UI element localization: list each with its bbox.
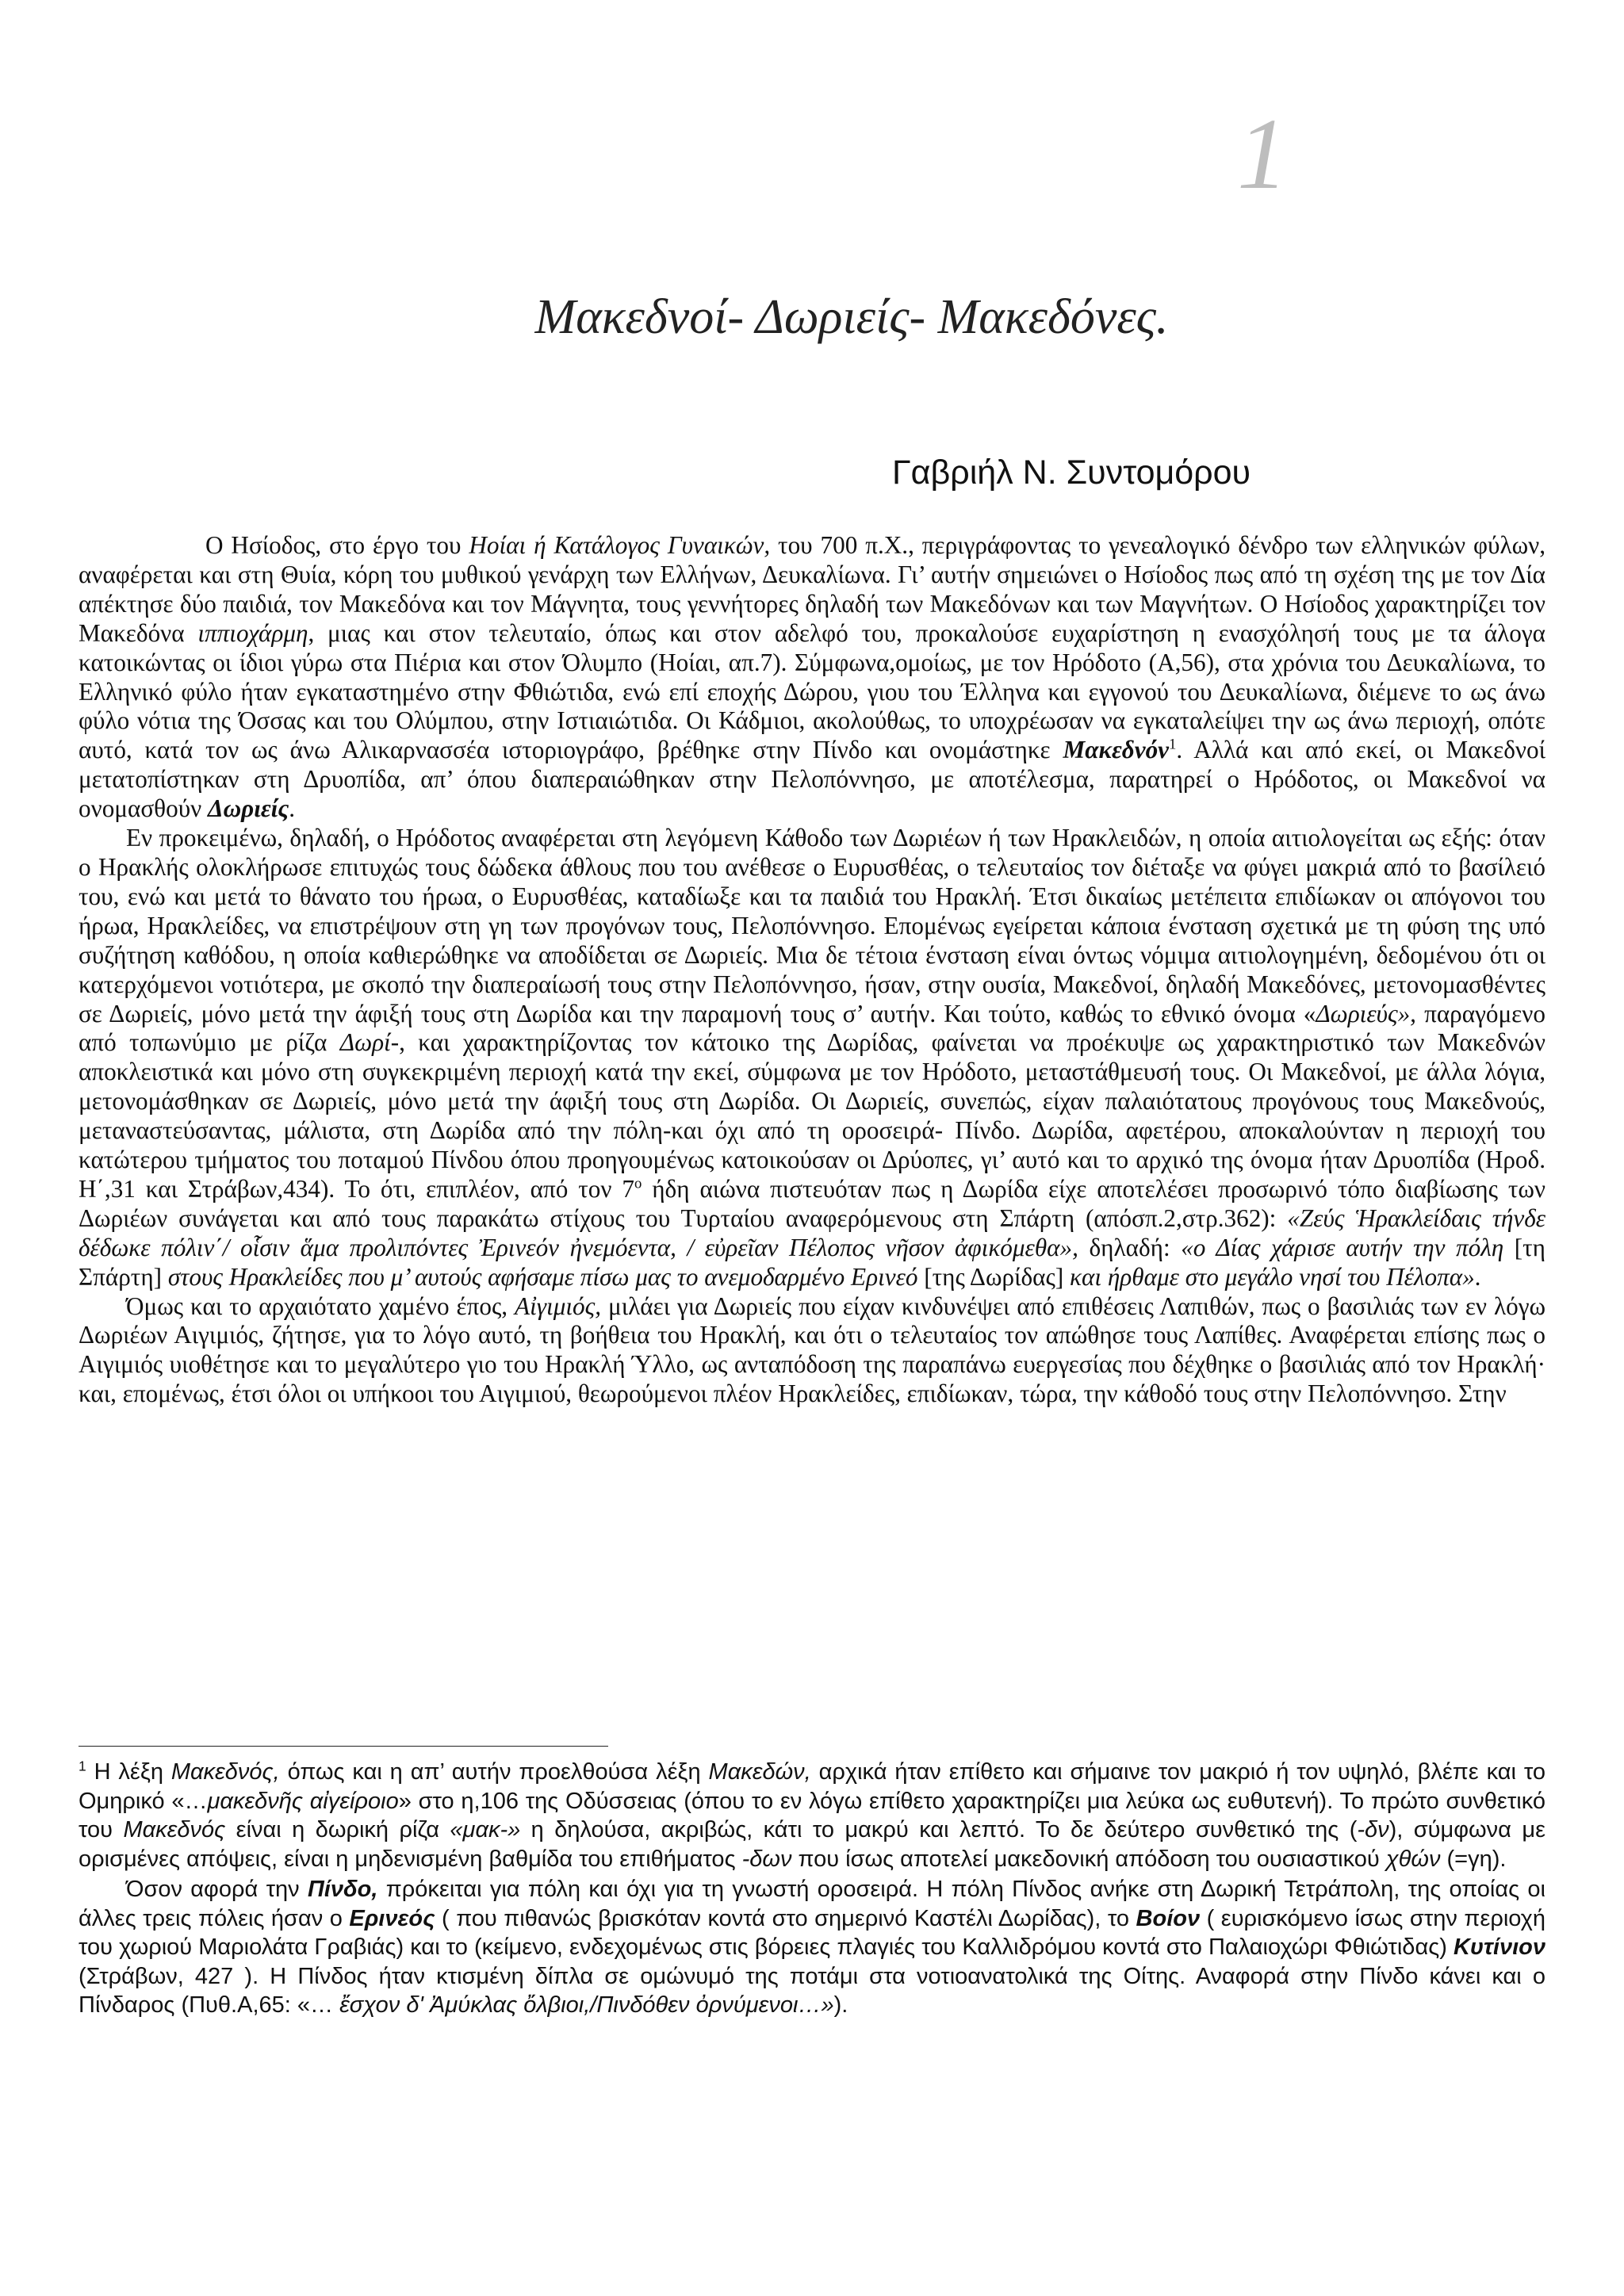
- text-run: ), σύμφωνα με ορισμένες απόψεις, είναι η μηδενισμένη βαθμίδα του επιθήματος: [79, 1817, 1545, 1872]
- text-run: -, και χαρακτηρίζοντας τον κάτοικο της Δωρίδας, φαίνεται να προέκυψε ως χαρακτηριστικό των Μακεδνών αποκλειστικά και μόνο στη συγκεκριμένη περιοχή κατά την εκεί, σύμφωνα με τον Ηρόδοτο, μεταστάθμευσή τους. Οι Μακεδνοί, με άλλα λόγια, μετονομάσθηκαν σε Δωριείς, μόνο μετά την άφιξή τους στη Δωρίδα. Οι Δωριείς, συνεπώς, είχαν παλαιότατους προγόνους τους Μακεδνούς, μεταναστεύσαντας, μάλιστα, στη Δωρίδα από την πόλη-και όχι από τη οροσειρά- Πίνδο. Δωρίδα, αφετέρου, αποκαλούνταν η περιοχή του κατώτερου τμήματος του ποταμού Πίνδου όπου προηγουμένως κατοικούσαν οι Δρύοπες, γι’ αυτό και το αρχικό της όνομα ήταν Δρυοπίδα (Ηροδ. Η΄,31 και Στράβων,434). Το ότι, επιπλέον, από τον 7: [79, 1028, 1546, 1203]
- article-title: Μακεδνοί- Δωριείς- Μακεδόνες.: [534, 290, 1169, 344]
- text-run: Μακεδνόν: [1063, 736, 1170, 764]
- text-run: Αἰγιμιός,: [515, 1292, 602, 1320]
- text-run: ο: [634, 1175, 642, 1192]
- text-run: ( ευρισκόμενο ίσως στην περιοχή του χωριού Μαριολάτα Γραβιάς) και το (κείμενο, ενδεχομένως στις βόρειες πλαγιές του Καλλιδρόμου κοντά στο Παλαιοχώρι Φθιώτιδας): [79, 1905, 1545, 1960]
- text-run: (Στράβων, 427 ). Η Πίνδος ήταν κτισμένη δίπλα σε ομώνυμό της ποτάμι στα νοτιοανατολικά της Οίτης. Αναφορά στην Πίνδο κάνει και ο Πίνδαρος (Πυθ.Α,65: «…: [79, 1963, 1545, 2018]
- text-run: αρχικά ήταν επίθετο και σήμαινε τον μακριό ή τον υψηλό, βλέπε και το Ομηρικό «…: [79, 1759, 1546, 1814]
- text-run: είναι η δωρική ρίζα: [225, 1817, 450, 1843]
- footnote: [79, 1758, 1545, 2020]
- text-run: ( που πιθανώς βρισκόταν κοντά στο σημερινό Καστέλι Δωρίδας), το: [435, 1905, 1136, 1931]
- text-run: δηλαδή:: [1078, 1233, 1182, 1261]
- text-run: [της Δωρίδας]: [917, 1262, 1071, 1291]
- text-run: Μακεδνός: [123, 1817, 226, 1843]
- text-run: χθών: [1385, 1846, 1441, 1872]
- paragraph-1: [79, 531, 1545, 824]
- text-run: , μιας και στον τελευταίο, όπως και στον αδελφό του, προκαλούσε ευχαρίστηση η ενασχόλησή τους με τα άλογα κατοικώντας οι ίδιοι γύρω στα Πιέρια και στον Όλυμπο (Ηοίαι, απ.7). Σύμφωνα,ομοίως, με τον Ηρόδοτο (Α,56), στα χρόνια του Δευκαλίωνα, το Ελληνικό φύλο ήταν εγκαταστημένο στην Φθιώτιδα, ενώ επί εποχής Δώρου, γιου του Έλληνα και εγγονού του Δευκαλίωνα, διέμενε το ως άνω φύλο νότια της Όσσας και του Ολύμπου, στην Ιστιαιώτιδα. Οι Κάδμιοι, ακολούθως, το υποχρέωσαν να εγκαταλείψει την ως άνω περιοχή, οπότε αυτό, κατά τον ως άνω Αλικαρνασσέα ιστοριογράφο, βρέθηκε στην Πίνδο και ονομάστηκε: [79, 618, 1545, 764]
- text-run: που ίσως αποτελεί μακεδονική απόδοση του ουσιαστικού: [791, 1846, 1386, 1872]
- text-run: όπως και η απ’ αυτήν προελθούσα λέξη: [279, 1759, 709, 1785]
- footnote-text-1: [79, 1759, 1545, 1872]
- text-run: «Ζεύς Ἡρακλείδαις τήνδε δέδωκε πόλιν΄/ οἷσιν ἅμα προλιπόντες Ἐρινεόν ἠνεμόεντα, / εὐρεῖαν Πέλοπος νῆσον ἀφικόμεθα»,: [79, 1203, 1545, 1261]
- text-run: Δωριείς: [208, 794, 289, 823]
- text-run: ).: [833, 1992, 848, 2018]
- text-run: (=γη).: [1440, 1846, 1507, 1872]
- text-run: » στο η,106 της Οδύσσειας (όπου το εν λόγω επίθετο χαρακτηρίζει μια λεύκα ως ευθυτενή). Το πρώτο συνθετικό του: [79, 1788, 1545, 1843]
- text-run: 1: [1169, 736, 1177, 753]
- text-run: [τη Σπάρτη]: [79, 1233, 1545, 1291]
- page-number: 1: [1237, 98, 1288, 210]
- text-run: παραγόμενο από τοπωνύμιο με ρίζα: [79, 999, 1545, 1057]
- text-run: η δηλούσα, ακριβώς, κάτι το μακρύ και λεπτό. Το δε δεύτερο συνθετικό της (: [520, 1817, 1358, 1843]
- text-run: Μακεδών,: [708, 1759, 811, 1785]
- text-run: Εν προκειμένω, δηλαδή, ο Ηρόδοτος αναφέρεται στη λεγόμενη Κάθοδο των Δωριέων ή των Ηρακλειδών, η οποία αιτιολογείται ως εξής: όταν ο Ηρακλής ολοκλήρωσε επιτυχώς τους δώδεκα άθλους που του ανέθεσε ο Ευρυσθέας, ο τελευταίος τον διέταξε να φύγει μακριά από το βασίλειό του, ενώ και μετά το θάνατο του ήρωα, ο Ευρυσθέας, καταδίωξε και τα παιδιά του Ηρακλή. Έτσι δικαίως μετέπειτα επιδίωκαν οι απόγονοι του ήρωα, Ηρακλείδες, να επιστρέψουν στη γη των προγόνων τους, Πελοπόννησο. Επομένως εγείρεται κάποια ένσταση σχετικά με τη φύση της υπό συζήτηση καθόδου, η οποία καθιερώθηκε να αποδίδεται σε Δωριείς. Μια δε τέτοια ένσταση είναι όντως νόμιμα αιτιολογημένη, δεδομένου ότι οι κατερχόμενοι νοτιότερα, με σκοπό την διαπεραίωσή τους στην Πελοπόννησο, ήσαν, στην ουσία, Μακεδνοί, δηλαδή Μακεδόνες, μετονομασθέντες σε Δωριείς, μόνο μετά την άφιξή τους στη Δωρίδα και την παραμονή τους σ’ αυτήν. Και τούτο, καθώς το εθνικό όνομα «: [79, 824, 1545, 1027]
- text-run: Μακεδνός,: [170, 1759, 280, 1785]
- footnote-separator: [79, 1746, 608, 1747]
- text-run: και ήρθαμε στο μεγάλο νησί του Πέλοπα»: [1070, 1262, 1475, 1291]
- text-run: Δωριεύς»,: [1316, 999, 1416, 1027]
- text-run: Η λέξη: [86, 1759, 171, 1785]
- text-run: Βοίον: [1136, 1905, 1201, 1931]
- text-run: Ηοίαι ή Κατάλογος Γυναικών,: [469, 531, 771, 559]
- text-run: Πίνδο,: [307, 1877, 378, 1902]
- text-run: ιππιοχάρμη: [197, 618, 308, 647]
- paragraph-3: [79, 1292, 1545, 1410]
- footnote-marker: 1: [79, 1758, 86, 1774]
- text-run: πρόκειται για πόλη και όχι για τη γνωστή οροσειρά. Η πόλη Πίνδος ανήκε στη Δωρική Τετράπολη, της οποίας οι άλλες τρεις πόλεις ήσαν ο: [79, 1877, 1545, 1931]
- body-text: [79, 531, 1545, 1409]
- text-run: του 700 π.Χ., περιγράφοντας το γενεαλογικό δένδρο των ελληνικών φύλων, αναφέρεται και στη Θυία, κόρη του μυθικού γενάρχη των Ελλήνων, Δευκαλίωνα. Γι’ αυτήν σημειώνει ο Ησίοδος πως από τη σχέση της με τον Δία απέκτησε δύο παιδιά, τον Μακεδόνα και τον Μάγνητα, τους γεννήτορες δηλαδή των Μακεδόνων και των Μαγνήτων. Ο Ησίοδος χαρακτηρίζει τον Μακεδόνα: [79, 531, 1545, 647]
- text-run: «ο Δίας χάρισε αυτήν την πόλη: [1181, 1233, 1504, 1261]
- text-run: -δν: [1357, 1817, 1389, 1843]
- footnote-paragraph-2: [79, 1875, 1545, 2020]
- text-run: μακεδνῆς αἰγείροιο: [207, 1788, 399, 1814]
- text-run: Ερινεός: [349, 1905, 435, 1931]
- text-run: Κυτίνιον: [1453, 1934, 1545, 1960]
- text-run: .: [1474, 1262, 1481, 1291]
- text-run: Όσον αφορά την: [126, 1877, 308, 1902]
- text-run: Ο Ησίοδος, στο έργο του: [205, 531, 469, 559]
- text-run: . Αλλά και από εκεί, οι Μακεδνοί μετατοπίστηκαν στη Δρυοπίδα, απ’ όπου διαπεραιώθηκαν στην Πελοπόννησο, με αποτέλεσμα, παρατηρεί ο Ηρόδοτος, οι Μακεδνοί να ονομασθούν: [79, 736, 1545, 823]
- author-name: Γαβριήλ Ν. Συντομόρου: [892, 453, 1251, 492]
- text-run: μιλάει για Δωριείς που είχαν κινδυνέψει από επιθέσεις Λαπιθών, πως ο βασιλιάς των εν λόγω Δωριέων Αιγιμιός, ζήτησε, για το λόγο αυτό, τη βοήθεια του Ηρακλή, και ότι ο τελευταίος τον απώθησε τους Λαπίθες. Αναφέρεται επίσης πως ο Αιγιμιός υιοθέτησε και το μεγαλύτερο γιο του Ηρακλή Ύλλο, ως ανταπόδοση της παραπάνω ευεργεσίας που δέχθηκε ο βασιλιάς από τον Ηρακλή· και, επομένως, έτσι όλοι οι υπήκοοι του Αιγιμιού, θεωρούμενοι πλέον Ηρακλείδες, επιδίωκαν, τώρα, την κάθοδό τους στην Πελοπόννησο. Στην: [79, 1292, 1545, 1408]
- paragraph-2: [79, 824, 1545, 1292]
- text-run: -δων: [741, 1846, 792, 1872]
- text-run: στους Ηρακλείδες που μ’ αυτούς αφήσαμε πίσω μας το ανεμοδαρμένο Ερινεό: [167, 1262, 918, 1291]
- text-run: Όμως και το αρχαιότατο χαμένο έπος,: [126, 1292, 515, 1320]
- text-run: .: [289, 794, 296, 823]
- footnote-paragraph-1: [79, 1758, 1545, 1873]
- text-run: Δωρί: [339, 1028, 391, 1057]
- text-run: ήδη αιώνα πιστευόταν πως η Δωρίδα είχε αποτελέσει προσωρινό τόπο διαβίωσης των Δωριέων συνάγεται και από τους παρακάτω στίχους του Τυρταίου αναφερόμενους στη Σπάρτη (απόσπ.2,στρ.362):: [79, 1174, 1545, 1232]
- text-run: «μακ-»: [450, 1817, 521, 1843]
- text-run: ἔσχον δ' Ἀμύκλας ὄλβιοι,/Πινδόθεν ὀρνύμενοι…»: [339, 1992, 834, 2018]
